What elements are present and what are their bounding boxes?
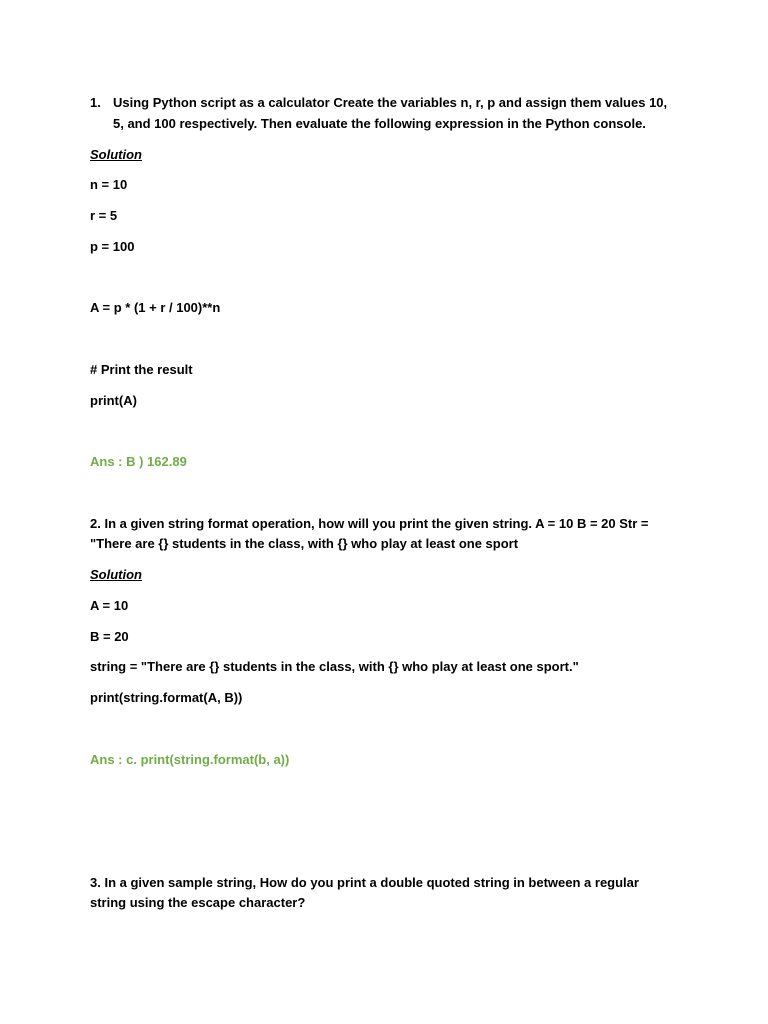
q3-text-line-2: string using the escape character? xyxy=(90,895,306,910)
q1-code-line-2: r = 5 xyxy=(90,208,118,223)
q2-code-line-1: A = 10 xyxy=(90,598,129,613)
q1-text-line-2: 5, and 100 respectively. Then evaluate the following expression in the Python console. xyxy=(113,116,646,131)
q2-text-line-2: "There are {} students in the class, with {} who play at least one sport xyxy=(90,536,519,551)
q1-number: 1. xyxy=(90,95,101,110)
q1-text-line-1: Using Python script as a calculator Create the variables n, r, p and assign them values 10, xyxy=(113,95,668,110)
q1-code-line-1: n = 10 xyxy=(90,177,128,192)
q2-code-line-4: print(string.format(A, B)) xyxy=(90,690,243,705)
q2-text-line-1: 2. In a given string format operation, how will you print the given string. A = 10 B = 20 Str = xyxy=(90,516,649,531)
q2-code-line-2: B = 20 xyxy=(90,629,129,644)
q3-text-line-1: 3. In a given sample string, How do you print a double quoted string in between a regular xyxy=(90,875,639,890)
q1-code-line-6: print(A) xyxy=(90,393,137,408)
q1-code-line-4: A = p * (1 + r / 100)**n xyxy=(90,300,221,315)
q2-solution-label: Solution xyxy=(90,567,142,582)
q1-code-line-5: # Print the result xyxy=(90,362,193,377)
q1-solution-label: Solution xyxy=(90,147,142,162)
q1-answer: Ans : B ) 162.89 xyxy=(90,454,187,469)
q2-answer: Ans : c. print(string.format(b, a)) xyxy=(90,752,290,767)
q1-code-line-3: p = 100 xyxy=(90,239,135,254)
q2-code-line-3: string = "There are {} students in the class, with {} who play at least one sport." xyxy=(90,659,579,674)
